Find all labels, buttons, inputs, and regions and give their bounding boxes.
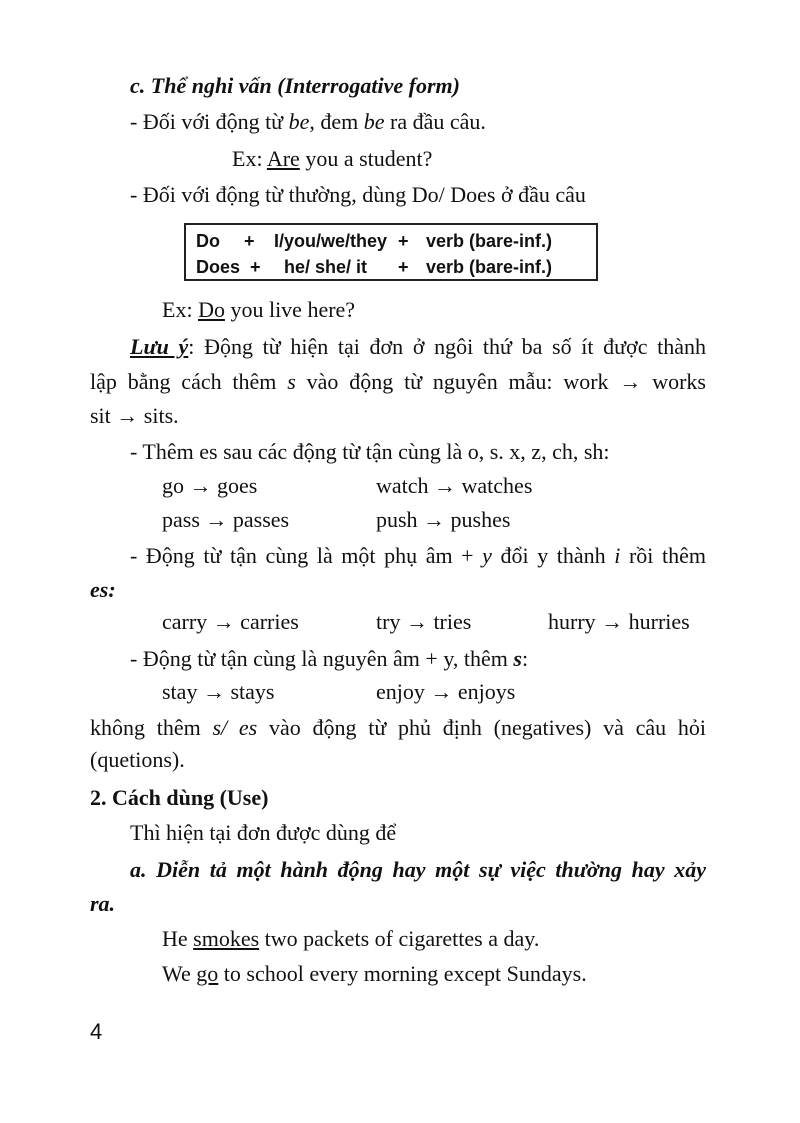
ies-example: carry → carries <box>162 609 299 634</box>
rule-s: - Động từ tận cùng là nguyên âm + y, thêm s: <box>130 646 529 671</box>
sub-a-heading: a. Diễn tả một hành động hay một sự việc thường hay xảy <box>130 857 706 882</box>
example-go: We go to school every morning except Sundays. <box>162 961 587 986</box>
section-c-heading: c. Thể nghi vấn (Interrogative form) <box>130 73 460 98</box>
rule-es: - Thêm es sau các động từ tận cùng là o, s. x, z, ch, sh: <box>130 439 610 464</box>
rule-be: - Đối với động từ be, đem be ra đầu câu. <box>130 109 486 134</box>
negatives-line-1: không thêm s/ es vào động từ phủ định (negatives) và câu hỏi <box>90 715 706 740</box>
section-2-heading: 2. Cách dùng (Use) <box>90 785 269 810</box>
s-example: enjoy → enjoys <box>376 679 516 704</box>
example-are: Ex: Are you a student? <box>232 146 433 171</box>
formula-subject: he/ she/ it <box>284 257 368 277</box>
formula-plus: + <box>250 257 261 277</box>
page-number: 4 <box>90 1019 103 1044</box>
formula-aux: Does <box>196 257 241 277</box>
formula-verb: verb (bare-inf.) <box>426 231 553 251</box>
rule-ies-cont: es: <box>90 577 116 602</box>
note-line-3: sit → sits. <box>90 403 179 428</box>
formula-plus: + <box>398 257 409 277</box>
section-2-intro: Thì hiện tại đơn được dùng để <box>130 820 397 845</box>
formula-verb: verb (bare-inf.) <box>426 257 553 277</box>
note-label: Lưu ý <box>130 334 189 359</box>
formula-aux: Do <box>196 231 220 251</box>
s-example: stay → stays <box>162 679 275 704</box>
es-example: go → goes <box>162 473 258 498</box>
es-example: push → pushes <box>376 507 511 532</box>
rule-do: - Đối với động từ thường, dùng Do/ Does ở đầu câu <box>130 182 586 207</box>
negatives-line-2: (quetions). <box>90 747 185 772</box>
es-example: watch → watches <box>376 473 533 498</box>
formula-box <box>184 223 598 281</box>
example-smokes: He smokes two packets of cigarettes a day. <box>162 926 540 951</box>
formula-subject: I/you/we/they <box>274 231 388 251</box>
ies-example: try → tries <box>376 609 472 634</box>
formula-plus: + <box>398 231 409 251</box>
ies-example: hurry → hurries <box>548 609 690 634</box>
rule-ies: - Động từ tận cùng là một phụ âm + y đổi y thành i rồi thêm <box>130 543 706 568</box>
example-do: Ex: Do you live here? <box>162 297 356 322</box>
sub-a-heading-cont: ra. <box>90 891 116 916</box>
formula-plus: + <box>244 231 255 251</box>
note-line-1: Lưu ý: Động từ hiện tại đơn ở ngôi thứ ba số ít được thành <box>130 334 706 359</box>
es-example: pass → passes <box>162 507 290 532</box>
note-line-2: lập bằng cách thêm s vào động từ nguyên mẫu: work → works <box>90 369 706 394</box>
